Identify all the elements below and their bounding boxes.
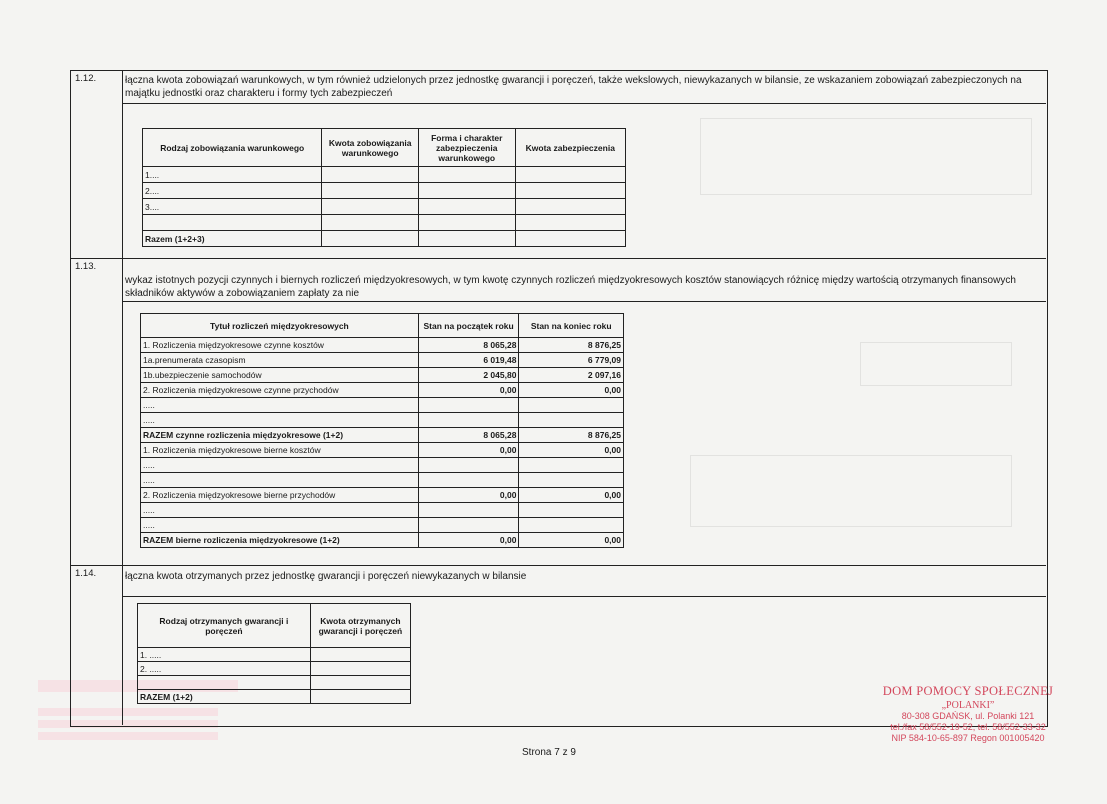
row-label: 2. Rozliczenia międzyokresowe czynne przychodów bbox=[141, 383, 419, 398]
end-of-year-value bbox=[519, 398, 624, 413]
row-label: 1b.ubezpieczenie samochodów bbox=[141, 368, 419, 383]
table-total-row bbox=[143, 231, 626, 247]
table-row bbox=[143, 183, 626, 199]
table-row bbox=[143, 167, 626, 183]
section-rule bbox=[122, 301, 1046, 302]
section-number: 1.13. bbox=[75, 261, 97, 272]
column-header: Kwota zabezpieczenia bbox=[515, 129, 625, 167]
start-of-year-value bbox=[418, 503, 519, 518]
institution-stamp bbox=[878, 684, 1058, 744]
stamp-subtitle: „POLANKI” bbox=[941, 700, 995, 711]
stamp-address: 80-308 GDAŃSK, ul. Polanki 121 bbox=[901, 711, 1035, 721]
row-label: ..... bbox=[141, 503, 419, 518]
row-label bbox=[138, 676, 311, 690]
table-row bbox=[141, 518, 624, 533]
start-of-year-value: 0,00 bbox=[418, 488, 519, 503]
table-row bbox=[141, 353, 624, 368]
section-number: 1.14. bbox=[75, 568, 97, 579]
end-of-year-value bbox=[519, 413, 624, 428]
start-of-year-value: 2 045,80 bbox=[418, 368, 519, 383]
start-of-year-value: 0,00 bbox=[418, 533, 519, 548]
table-row bbox=[141, 458, 624, 473]
section-rule bbox=[70, 258, 1046, 259]
row-label: 1a.prenumerata czasopism bbox=[141, 353, 419, 368]
column-header: Stan na początek roku bbox=[418, 314, 519, 338]
section-rule bbox=[70, 565, 1046, 566]
start-of-year-value bbox=[418, 458, 519, 473]
start-of-year-value: 6 019,48 bbox=[418, 353, 519, 368]
row-label: ..... bbox=[141, 473, 419, 488]
row-label: ..... bbox=[141, 413, 419, 428]
table-total-row bbox=[138, 690, 411, 704]
table-row bbox=[138, 648, 411, 662]
column-header: Stan na koniec roku bbox=[519, 314, 624, 338]
table-row bbox=[143, 199, 626, 215]
end-of-year-value bbox=[519, 518, 624, 533]
start-of-year-value bbox=[418, 518, 519, 533]
table-row bbox=[141, 488, 624, 503]
total-label: RAZEM (1+2) bbox=[138, 690, 311, 704]
table-row bbox=[141, 473, 624, 488]
start-of-year-value: 0,00 bbox=[418, 443, 519, 458]
end-of-year-value bbox=[519, 473, 624, 488]
conditional-liabilities-table bbox=[142, 128, 626, 247]
table-row bbox=[141, 503, 624, 518]
row-label: 3.... bbox=[143, 199, 322, 215]
table-total-row bbox=[141, 428, 624, 443]
table-row bbox=[141, 368, 624, 383]
end-of-year-value: 8 876,25 bbox=[519, 338, 624, 353]
table-row bbox=[141, 338, 624, 353]
total-label: Razem (1+2+3) bbox=[143, 231, 322, 247]
guarantees-table bbox=[137, 603, 411, 704]
table-row bbox=[138, 662, 411, 676]
section-description: łączna kwota otrzymanych przez jednostkę gwarancji i poręczeń niewykazanych w bilansie bbox=[125, 571, 527, 582]
start-of-year-value: 0,00 bbox=[418, 383, 519, 398]
row-label: RAZEM bierne rozliczenia międzyokresowe (1+2) bbox=[141, 533, 419, 548]
row-label: 1. Rozliczenia międzyokresowe czynne kosztów bbox=[141, 338, 419, 353]
end-of-year-value: 0,00 bbox=[519, 488, 624, 503]
row-label: 2. Rozliczenia międzyokresowe bierne przychodów bbox=[141, 488, 419, 503]
table-row bbox=[141, 413, 624, 428]
table-total-row bbox=[141, 533, 624, 548]
start-of-year-value bbox=[418, 398, 519, 413]
stamp-name: DOM POMOCY SPOŁECZNEJ bbox=[882, 684, 1054, 698]
row-label: ..... bbox=[141, 458, 419, 473]
section-description: wykaz istotnych pozycji czynnych i biernych rozliczeń międzyokresowych, w tym kwotę czynnych rozliczeń międzyokresowych kosztów stanowiących różnicę między wartością otrzymanych finansowych składników aktywów a zobowiązaniem zapłaty za nie bbox=[125, 275, 1016, 299]
row-label: 1. Rozliczenia międzyokresowe bierne kosztów bbox=[141, 443, 419, 458]
column-header: Rodzaj zobowiązania warunkowego bbox=[143, 129, 322, 167]
column-header: Kwota otrzymanych gwarancji i poręczeń bbox=[310, 604, 410, 648]
section-description: łączna kwota zobowiązań warunkowych, w tym również udzielonych przez jednostkę gwarancji i poręczeń, także wekslowych, niewykazanych w bilansie, ze wskazaniem zobowiązań zabezpieczonych na majątku jednostki oraz charakteru i formy tych zabezpieczeń bbox=[125, 75, 1022, 99]
row-label: 1.... bbox=[143, 167, 322, 183]
table-row bbox=[143, 215, 626, 231]
stamp-ids: NIP 584-10-65-897 Regon 001005420 bbox=[891, 733, 1045, 743]
column-header: Rodzaj otrzymanych gwarancji i poręczeń bbox=[138, 604, 311, 648]
page-number: Strona 7 z 9 bbox=[522, 747, 576, 758]
start-of-year-value bbox=[418, 413, 519, 428]
start-of-year-value: 8 065,28 bbox=[418, 338, 519, 353]
stamp-phone: tel./fax 58/552-19-52, tel. 58/552-33-32 bbox=[890, 722, 1046, 732]
row-label: 2. ..... bbox=[138, 662, 311, 676]
table-row bbox=[138, 676, 411, 690]
section-rule bbox=[122, 596, 1046, 597]
start-of-year-value: 8 065,28 bbox=[418, 428, 519, 443]
end-of-year-value: 0,00 bbox=[519, 443, 624, 458]
accruals-table bbox=[140, 313, 624, 548]
end-of-year-value: 6 779,09 bbox=[519, 353, 624, 368]
end-of-year-value: 0,00 bbox=[519, 383, 624, 398]
table-row bbox=[141, 398, 624, 413]
section-rule bbox=[122, 103, 1046, 104]
end-of-year-value: 8 876,25 bbox=[519, 428, 624, 443]
end-of-year-value: 2 097,16 bbox=[519, 368, 624, 383]
row-label bbox=[143, 215, 322, 231]
section-number: 1.12. bbox=[75, 73, 97, 84]
row-label: RAZEM czynne rozliczenia międzyokresowe (1+2) bbox=[141, 428, 419, 443]
table-row bbox=[141, 383, 624, 398]
row-label: 2.... bbox=[143, 183, 322, 199]
row-label: ..... bbox=[141, 518, 419, 533]
column-divider bbox=[122, 70, 123, 725]
end-of-year-value bbox=[519, 458, 624, 473]
table-row bbox=[141, 443, 624, 458]
column-header: Forma i charakter zabezpieczenia warunkowego bbox=[418, 129, 515, 167]
column-header: Tytuł rozliczeń międzyokresowych bbox=[141, 314, 419, 338]
row-label: ..... bbox=[141, 398, 419, 413]
row-label: 1. ..... bbox=[138, 648, 311, 662]
end-of-year-value bbox=[519, 503, 624, 518]
column-header: Kwota zobowiązania warunkowego bbox=[322, 129, 419, 167]
end-of-year-value: 0,00 bbox=[519, 533, 624, 548]
start-of-year-value bbox=[418, 473, 519, 488]
